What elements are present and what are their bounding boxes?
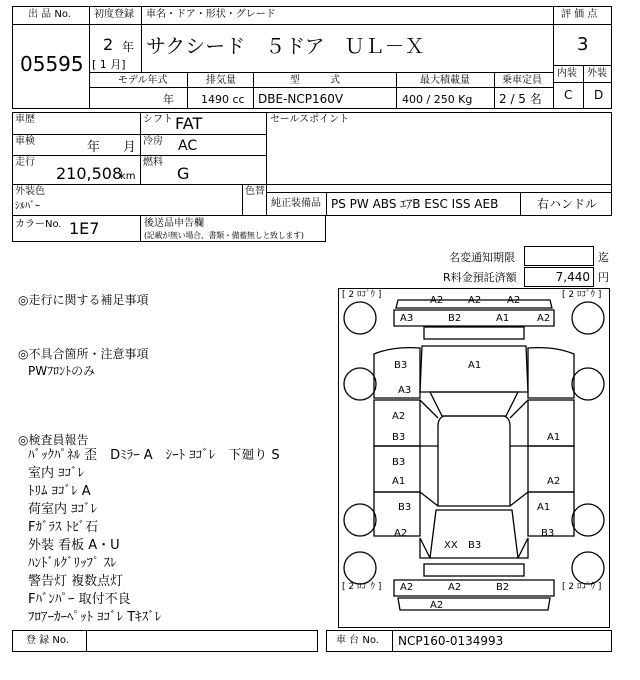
car-name: サクシード ５ドア ＵＬ－Ｘ bbox=[146, 34, 425, 58]
defects-line: PWﾌﾛﾝﾄのみ bbox=[28, 364, 96, 378]
damage-mark: B3 bbox=[541, 528, 555, 539]
interior-label: 内装 bbox=[557, 68, 577, 79]
exterior-label: 外装 bbox=[587, 68, 607, 79]
name-change-label: 名変通知期限 bbox=[449, 251, 515, 264]
damage-mark: A1 bbox=[468, 360, 482, 371]
damage-mark: A1 bbox=[537, 502, 551, 513]
shift-label: シフト bbox=[143, 114, 173, 125]
mileage-unit: km bbox=[120, 171, 136, 182]
inspection-year-unit: 年 bbox=[87, 140, 101, 155]
shift-value: FAT bbox=[175, 114, 203, 133]
car-name-label: 車名・ドア・形状・グレード bbox=[146, 9, 276, 20]
chassis-no-label: 車 台 No. bbox=[336, 635, 379, 646]
damage-mark: B2 bbox=[496, 582, 510, 593]
diagram-tag-bottom-right: [ 2 ﾛｺﾞｳ ] bbox=[562, 582, 602, 592]
ac-value: AC bbox=[178, 138, 198, 154]
score-label: 評 価 点 bbox=[561, 9, 598, 20]
lot-number: 05595 bbox=[20, 52, 84, 76]
damage-mark: B3 bbox=[392, 457, 406, 468]
year-unit: 年 bbox=[122, 40, 135, 54]
damage-mark: A2 bbox=[537, 313, 551, 324]
diagram-tag-top-right: [ 2 ﾛｺﾞｳ ] bbox=[562, 290, 602, 300]
recycle-fee-unit: 円 bbox=[598, 271, 609, 284]
chassis-no-value: NCP160-0134993 bbox=[398, 634, 504, 648]
name-change-box bbox=[524, 246, 594, 266]
fuel-value: G bbox=[177, 164, 190, 183]
capacity-label: 乗車定員 bbox=[502, 75, 542, 86]
damage-mark: A1 bbox=[496, 313, 510, 324]
inspector-line: ﾊﾝﾄﾞﾙｸﾞﾘｯﾌﾟ ｽﾚ bbox=[28, 556, 117, 571]
damage-mark: A3 bbox=[400, 313, 414, 324]
post-docs-note: (記載が無い場合、書類・備蓄無しと致します) bbox=[144, 231, 304, 240]
model-type-label: 型 式 bbox=[290, 75, 340, 86]
capacity-value: 2 / 5 名 bbox=[499, 92, 542, 106]
damage-mark: A3 bbox=[398, 385, 412, 396]
first-registration-month: [ 1 月] bbox=[92, 58, 126, 71]
color-no-label: カラーNo. bbox=[15, 219, 62, 230]
damage-mark: B3 bbox=[468, 540, 482, 551]
steering-value: 右ハンドル bbox=[537, 197, 598, 211]
color-no-value: 1E7 bbox=[69, 219, 100, 238]
damage-mark: A2 bbox=[448, 582, 462, 593]
inspector-report-title: ◎検査員報告 bbox=[18, 433, 89, 447]
exterior-score: D bbox=[594, 88, 604, 102]
damage-mark: A2 bbox=[507, 295, 521, 306]
equipment-label: 純正装備品 bbox=[271, 198, 321, 209]
fuel-label: 燃料 bbox=[143, 157, 163, 168]
recycle-fee-value: 7,440 bbox=[555, 270, 590, 284]
damage-mark: A2 bbox=[430, 600, 444, 611]
inspection-label: 車検 bbox=[15, 136, 35, 147]
exterior-color-value: ｼﾙﾊﾞｰ bbox=[15, 201, 40, 212]
recycle-fee-label: R料金預託済額 bbox=[443, 271, 517, 284]
registration-no-label: 登 録 No. bbox=[26, 635, 69, 646]
name-change-unit: 迄 bbox=[598, 251, 609, 264]
diagram-tag-top-left: [ 2 ﾛｺﾞｳ ] bbox=[342, 290, 382, 300]
inspector-line: 外装 看板 A・U bbox=[28, 538, 120, 553]
inspector-line: Fｶﾞﾗｽ ﾄﾋﾞ石 bbox=[28, 520, 99, 535]
inspector-line: 荷室内 ﾖｺﾞﾚ bbox=[28, 502, 98, 517]
damage-mark: A2 bbox=[400, 582, 414, 593]
max-load-value: 400 / 250 Kg bbox=[402, 93, 473, 106]
equipment-value: PS PW ABS ｴｱB ESC ISS AEB bbox=[331, 197, 499, 211]
inspector-line: 警告灯 複数点灯 bbox=[28, 574, 124, 589]
interior-score: C bbox=[564, 88, 573, 102]
first-registration-year: 2 bbox=[103, 35, 114, 54]
ac-label: 冷房 bbox=[143, 136, 163, 147]
damage-mark: A1 bbox=[547, 432, 561, 443]
model-year-label: モデル年式 bbox=[118, 75, 168, 86]
damage-mark: A2 bbox=[392, 411, 406, 422]
inspector-line: ﾊﾞｯｸﾊﾟﾈﾙ 歪 Dﾐﾗｰ A ｼｰﾄ ﾖｺﾞﾚ 下廻り S bbox=[28, 448, 280, 463]
inspector-line: 室内 ﾖｺﾞﾚ bbox=[28, 466, 85, 481]
damage-mark: XX bbox=[444, 540, 458, 551]
mileage-value: 210,508 bbox=[56, 164, 123, 183]
model-year-value: 年 bbox=[163, 93, 174, 106]
inspector-line: ﾌﾛｱｰｶｰﾍﾟｯﾄ ﾖｺﾞﾚ Tｷｽﾞﾚ bbox=[28, 610, 162, 625]
history-label: 車歴 bbox=[15, 114, 35, 125]
sales-point-label: セールスポイント bbox=[270, 114, 350, 125]
damage-mark: B3 bbox=[398, 502, 412, 513]
overall-score: 3 bbox=[577, 34, 589, 55]
color-change-label: 色替 bbox=[245, 186, 265, 197]
exterior-color-label: 外装色 bbox=[15, 186, 45, 197]
driving-notes-title: ◎走行に関する補足事項 bbox=[18, 293, 149, 307]
model-type-value: DBE-NCP160V bbox=[258, 92, 344, 106]
first-registration-label: 初度登録 bbox=[94, 9, 134, 20]
inspector-line: ﾄﾘﾑ ﾖｺﾞﾚ A bbox=[28, 484, 91, 499]
damage-mark: A1 bbox=[392, 476, 406, 487]
damage-mark: B3 bbox=[392, 432, 406, 443]
damage-mark: A2 bbox=[547, 476, 561, 487]
damage-diagram bbox=[338, 288, 610, 628]
damage-mark: B2 bbox=[448, 313, 462, 324]
damage-mark: B3 bbox=[394, 360, 408, 371]
post-docs-label: 後送品申告欄 bbox=[144, 218, 204, 229]
damage-mark: A2 bbox=[394, 528, 408, 539]
damage-mark: A2 bbox=[468, 295, 482, 306]
defects-title: ◎不具合箇所・注意事項 bbox=[18, 347, 149, 361]
mileage-label: 走行 bbox=[15, 157, 35, 168]
damage-mark: A2 bbox=[430, 295, 444, 306]
inspection-month-unit: 月 bbox=[123, 140, 137, 155]
displacement-label: 排気量 bbox=[206, 75, 236, 86]
max-load-label: 最大積載量 bbox=[420, 75, 470, 86]
displacement-value: 1490 cc bbox=[201, 93, 245, 106]
diagram-tag-bottom-left: [ 2 ﾛｺﾞｳ ] bbox=[342, 582, 382, 592]
inspector-line: Fﾊﾞﾝﾊﾟｰ 取付不良 bbox=[28, 592, 131, 607]
lot-number-label: 出 品 No. bbox=[28, 9, 71, 20]
